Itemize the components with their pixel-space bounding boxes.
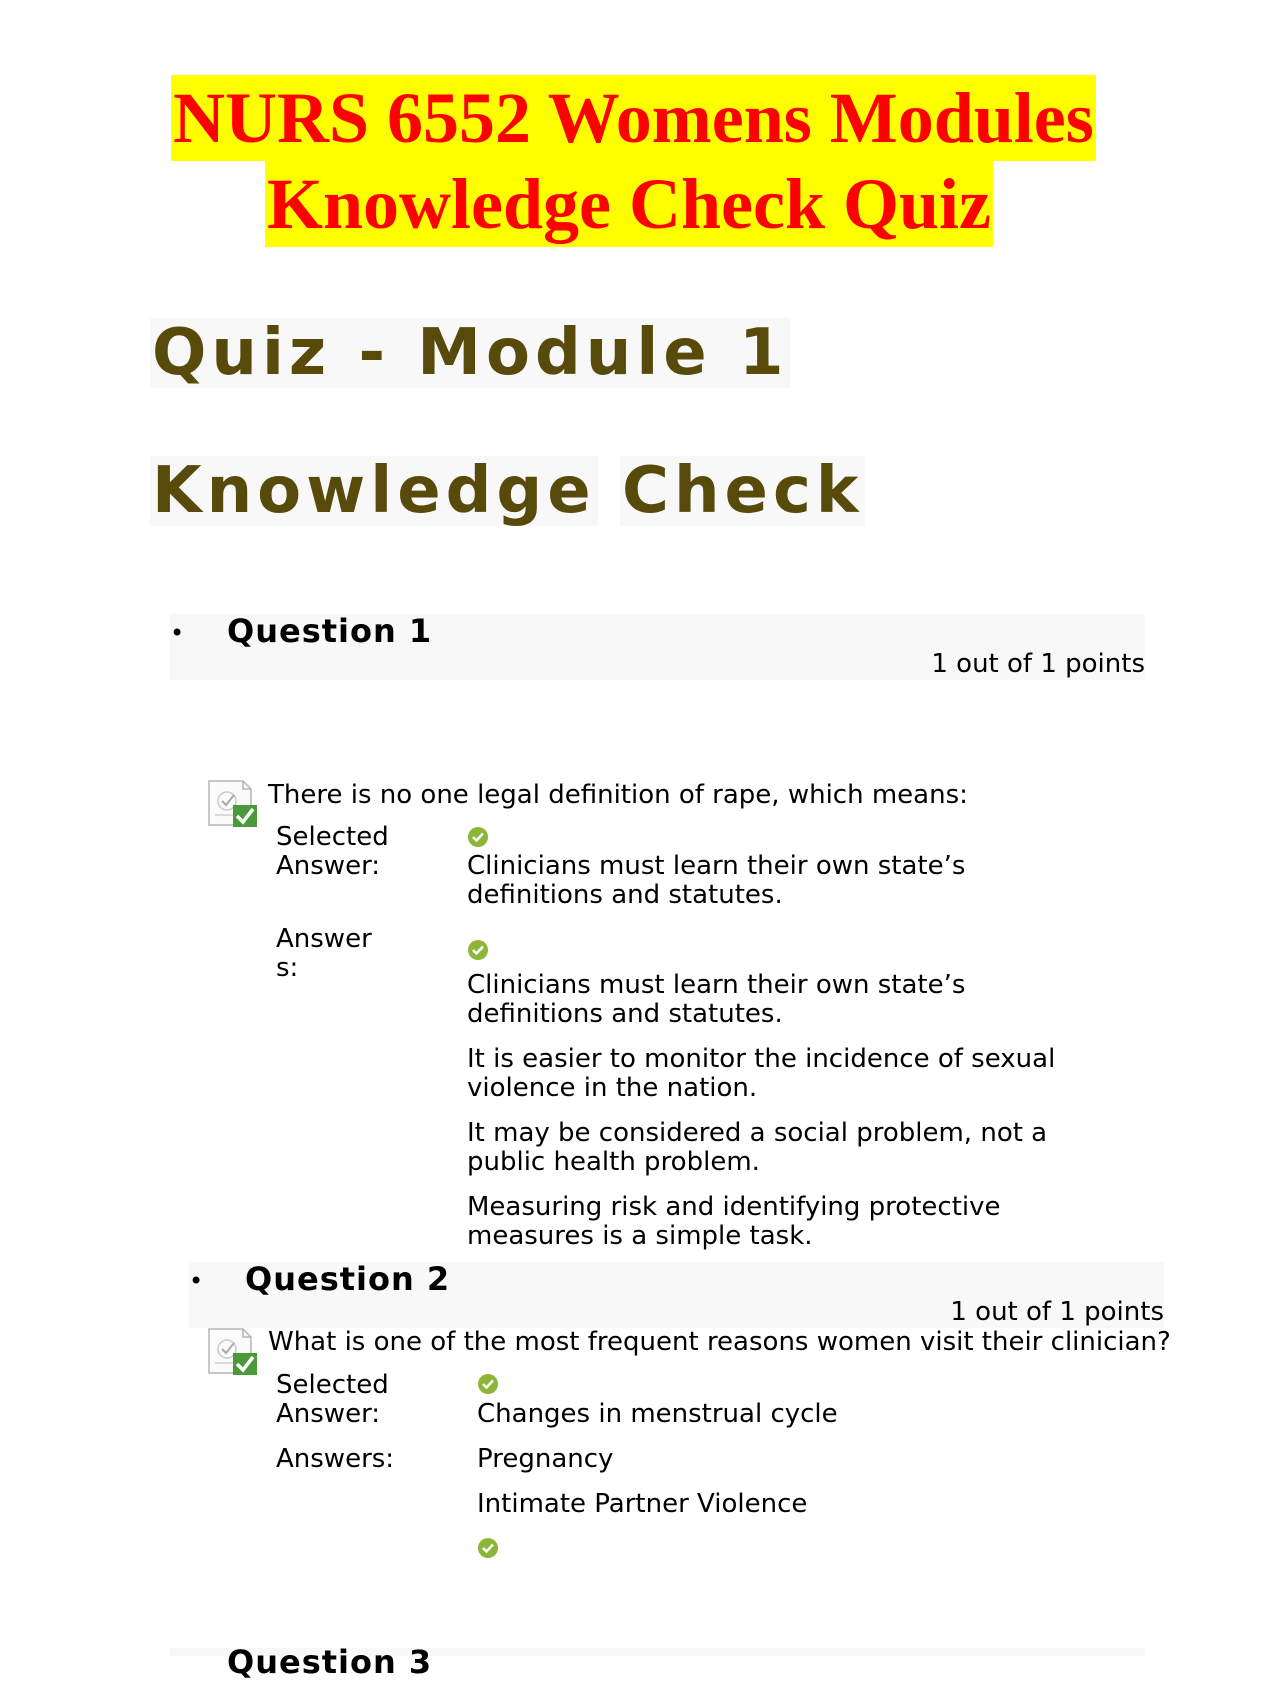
question-1-answer-1-line-2: definitions and statutes. bbox=[467, 999, 783, 1029]
document-title-line-2: Knowledge Check Quiz bbox=[265, 161, 993, 247]
question-2-answer-2: Intimate Partner Violence bbox=[477, 1489, 808, 1519]
question-3-clip bbox=[170, 1640, 1145, 1681]
heading-check: Check bbox=[622, 454, 864, 528]
correct-check-icon bbox=[467, 939, 489, 961]
question-1-title: Question 1 bbox=[227, 612, 433, 650]
question-correct-icon bbox=[207, 779, 259, 829]
question-3-title: Question 3 bbox=[227, 1643, 433, 1681]
correct-check-icon bbox=[477, 1537, 499, 1559]
question-1-prompt: There is no one legal definition of rape, which means: bbox=[268, 780, 968, 810]
question-1-answers-label-line-1: Answer bbox=[276, 924, 372, 954]
heading-knowledge: Knowledge bbox=[152, 454, 596, 528]
question-1-answer-4-line-2: measures is a simple task. bbox=[467, 1221, 813, 1251]
question-1-answer-2-line-2: violence in the nation. bbox=[467, 1073, 758, 1103]
question-1-selected-label-line-2: Answer: bbox=[276, 851, 381, 881]
question-2-selected-label-line-2: Answer: bbox=[276, 1399, 381, 1429]
correct-check-icon bbox=[467, 826, 489, 848]
question-1-selected-label-line-1: Selected bbox=[276, 822, 389, 852]
question-1-answer-4-line-1: Measuring risk and identifying protective bbox=[467, 1192, 1001, 1222]
question-2-title: Question 2 bbox=[245, 1260, 451, 1298]
question-1-answer-3-line-1: It may be considered a social problem, not a bbox=[467, 1118, 1048, 1148]
question-2-prompt: What is one of the most frequent reasons women visit their clinician? bbox=[268, 1327, 1171, 1357]
question-1-selected-answer-line-2: definitions and statutes. bbox=[467, 880, 783, 910]
correct-check-icon bbox=[477, 1373, 499, 1395]
question-2-answer-1: Pregnancy bbox=[477, 1444, 614, 1474]
question-1-answer-1-line-1: Clinicians must learn their own state’s bbox=[467, 970, 966, 1000]
question-1-points: 1 out of 1 points bbox=[931, 649, 1145, 679]
question-1-answer-3-line-2: public health problem. bbox=[467, 1147, 760, 1177]
question-1-answer-2-line-1: It is easier to monitor the incidence of sexual bbox=[467, 1044, 1056, 1074]
question-1-answers-label-line-2: s: bbox=[276, 953, 299, 983]
heading-quiz-module: Quiz - Module 1 bbox=[152, 316, 789, 390]
question-2-bullet: • bbox=[189, 1267, 204, 1295]
document-title-line-1: NURS 6552 Womens Modules bbox=[171, 75, 1096, 161]
question-1-bullet: • bbox=[170, 619, 185, 647]
question-1-selected-answer-line-1: Clinicians must learn their own state’s bbox=[467, 851, 966, 881]
question-2-answers-label: Answers: bbox=[276, 1444, 395, 1474]
question-2-selected-label-line-1: Selected bbox=[276, 1370, 389, 1400]
question-2-selected-answer: Changes in menstrual cycle bbox=[477, 1399, 838, 1429]
question-correct-icon bbox=[207, 1327, 259, 1377]
question-2-points: 1 out of 1 points bbox=[950, 1297, 1164, 1327]
